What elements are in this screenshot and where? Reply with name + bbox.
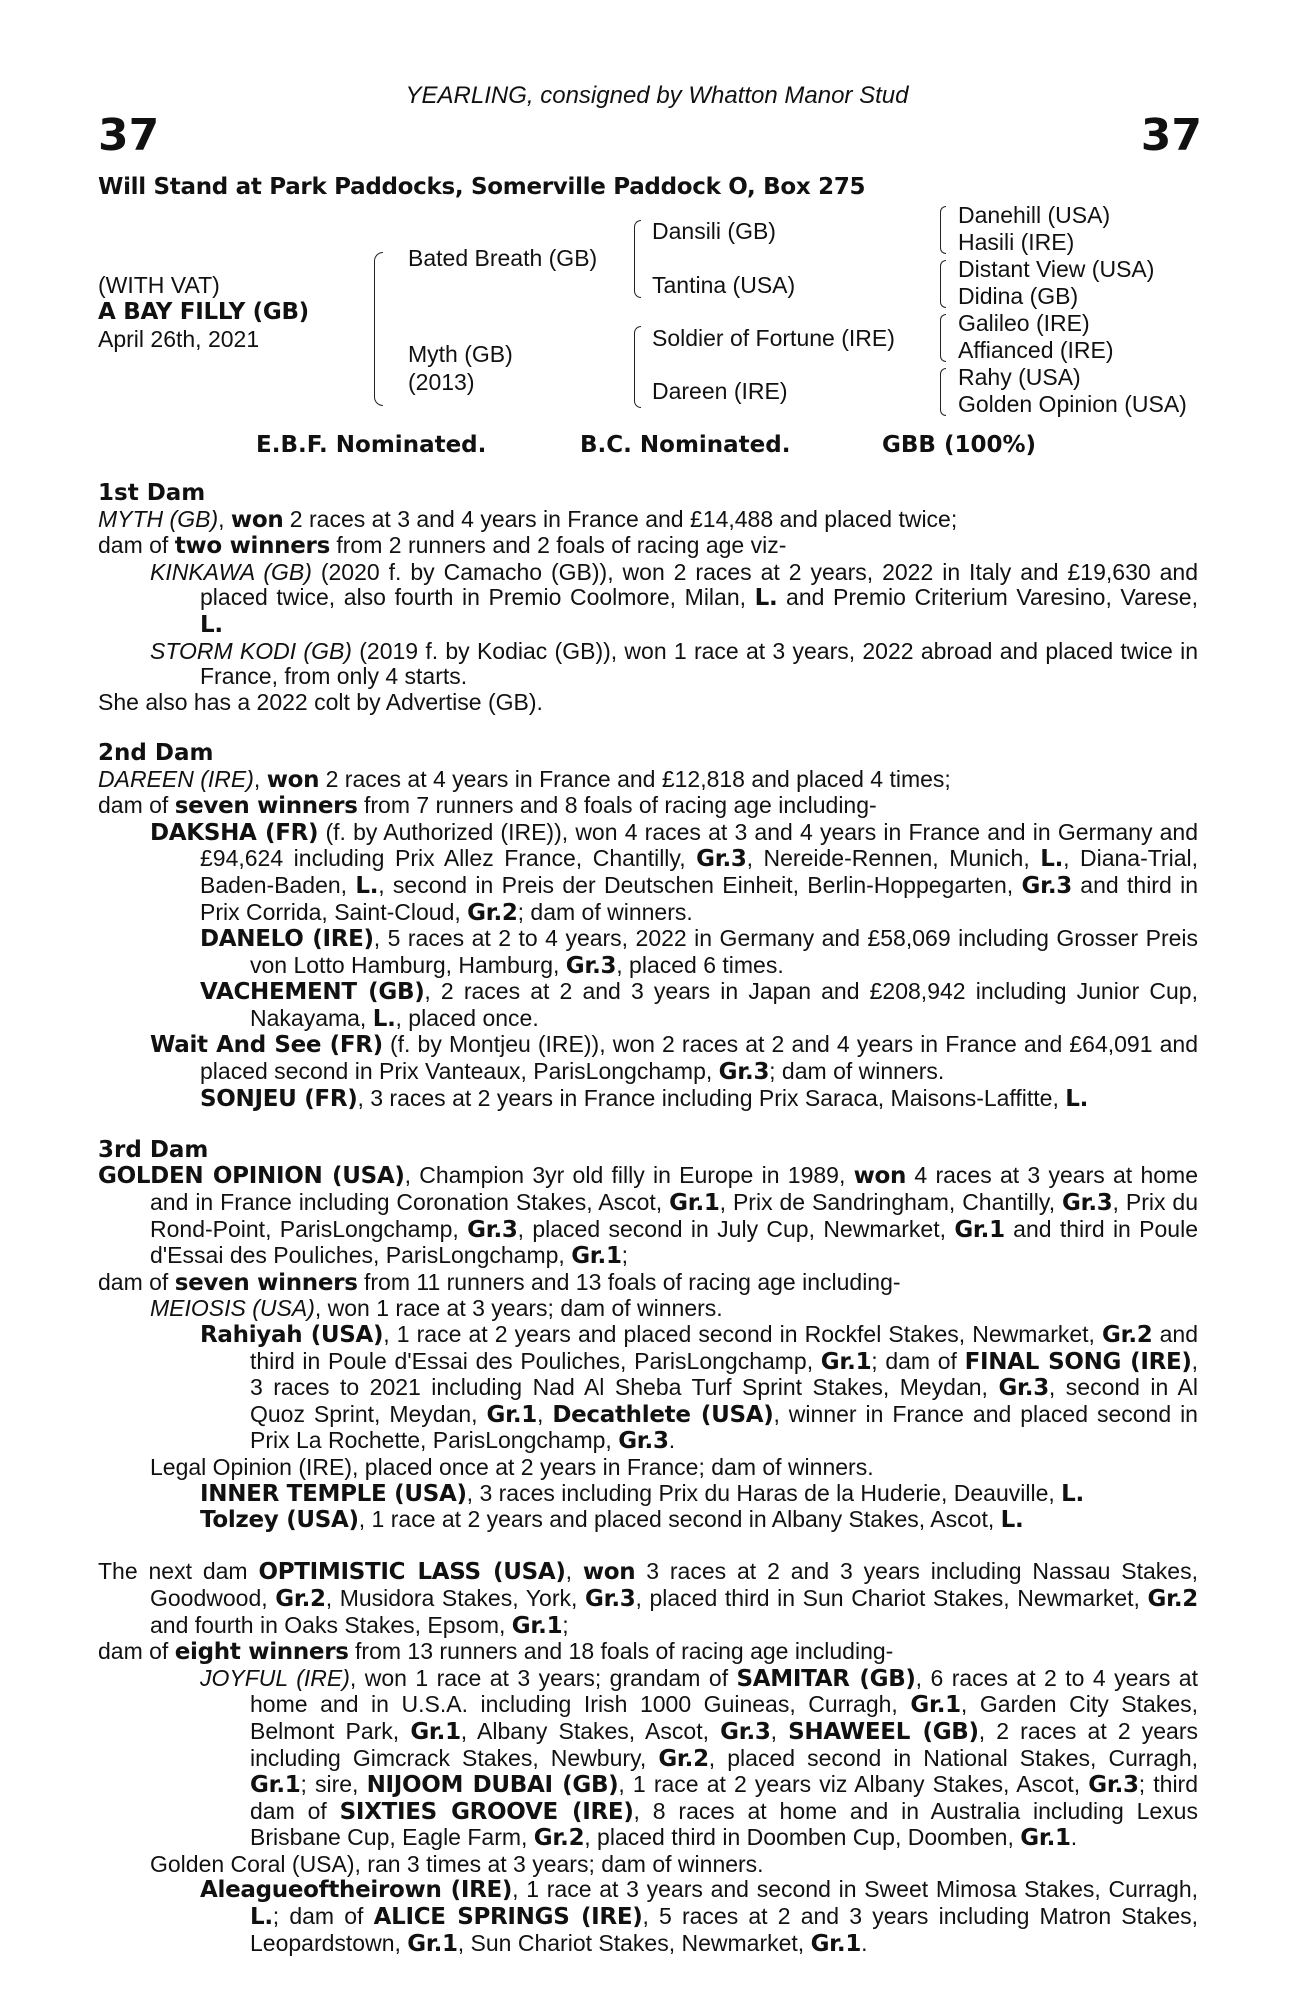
produce-tolzey: Tolzey (USA), 1 race at 2 years and placed second in Albany Stakes, Ascot, L.: [200, 1506, 1024, 1534]
ebf-nomination: E.B.F. Nominated.: [256, 432, 487, 458]
next-dam-produce-summary: dam of eight winners from 13 runners and 18 foals of racing age including-: [98, 1638, 894, 1666]
produce-legal-opinion: Legal Opinion (IRE), placed once at 2 years in France; dam of winners.: [150, 1453, 874, 1480]
produce-aleagueoftheirown: Aleagueoftheirown (IRE), 1 race at 3 years and second in Sweet Mimosa Stakes, Curragh, L.; dam of ALICE SPRINGS (IRE), 5 races at 2 and 3 years including Matron Stakes, Leopardstown, Gr.1, Sun Chariot Stakes, Newmarket, Gr.1.: [200, 1876, 1199, 1957]
dam-sire: Soldier of Fortune (IRE): [652, 325, 895, 351]
pedigree-bracket-g3-1: [940, 206, 946, 254]
lot-number-left: 37: [98, 110, 160, 161]
first-dam-also: She also has a 2022 colt by Advertise (GB).: [98, 688, 543, 715]
produce-rahiyah: Rahiyah (USA), 1 race at 2 years and placed second in Rockfel Stakes, Newmarket, Gr.2 and third in Poule d'Essai des Pouliches, ParisLongchamp, Gr.1; dam of FINAL SONG (IRE), 3 races to 2021 including Nad Al Sheba Turf Sprint Stakes, Meydan, Gr.3, second in Al Quoz Sprint, Meydan, Gr.1, Decathlete (USA), winner in France and placed second in Prix La Rochette, ParisLongchamp, Gr.3.: [200, 1321, 1199, 1455]
gen3-4: Didina (GB): [958, 283, 1079, 309]
dam-name: Myth (GB): [408, 341, 513, 367]
gen3-6: Affianced (IRE): [958, 337, 1114, 363]
produce-meiosis: MEIOSIS (USA), won 1 race at 3 years; dam of winners.: [150, 1295, 723, 1322]
gen3-2: Hasili (IRE): [958, 229, 1075, 255]
gen3-8: Golden Opinion (USA): [958, 391, 1187, 417]
dam-dam: Dareen (IRE): [652, 378, 788, 404]
sire-name: Bated Breath (GB): [408, 245, 598, 271]
vat-note: (WITH VAT): [98, 272, 220, 298]
pedigree-bracket-g3-4: [940, 368, 946, 416]
pedigree-bracket-g3-3: [940, 314, 946, 362]
third-dam-produce-summary: dam of seven winners from 11 runners and 13 foals of racing age including-: [98, 1268, 901, 1296]
pedigree-bracket-sire: [634, 220, 641, 298]
next-dam-record: The next dam OPTIMISTIC LASS (USA), won 3 races at 2 and 3 years including Nassau Stakes, Goodwood, Gr.2, Musidora Stakes, York, Gr.3, placed third in Sun Chariot Stakes, Newmarket, Gr.2 and fourth in Oaks Stakes, Epsom, Gr.1;: [98, 1558, 1199, 1639]
gen3-5: Galileo (IRE): [958, 310, 1090, 336]
foaling-date: April 26th, 2021: [98, 326, 260, 352]
lot-number-right: 37: [1140, 110, 1202, 161]
first-dam-title: 1st Dam: [98, 480, 206, 506]
pedigree-bracket-dam: [634, 326, 641, 408]
gen3-1: Danehill (USA): [958, 202, 1111, 228]
sire-dam: Tantina (USA): [652, 272, 796, 298]
second-dam-produce-summary: dam of seven winners from 7 runners and 8 foals of racing age including-: [98, 792, 877, 820]
produce-storm-kodi: STORM KODI (GB) (2019 f. by Kodiac (GB)), won 1 race at 3 years, 2022 abroad and placed twice in France, from only 4 starts.: [150, 637, 1198, 690]
produce-vachement: VACHEMENT (GB), 2 races at 2 and 3 years in Japan and £208,942 including Junior Cup, Nakayama, L., placed once.: [200, 978, 1198, 1032]
dam-year: (2013): [408, 369, 475, 395]
pedigree-bracket-g3-2: [940, 260, 946, 308]
gen3-7: Rahy (USA): [958, 364, 1081, 390]
first-dam-record: MYTH (GB), won 2 races at 3 and 4 years in France and £14,488 and placed twice;: [98, 505, 958, 533]
gen3-3: Distant View (USA): [958, 256, 1155, 282]
third-dam-title: 3rd Dam: [98, 1136, 209, 1163]
produce-wait-and-see: Wait And See (FR) (f. by Montjeu (IRE)), won 2 races at 2 and 4 years in France and £64,091 and placed second in Prix Vanteaux, ParisLongchamp, Gr.3; dam of winners.: [150, 1031, 1199, 1086]
second-dam-title: 2nd Dam: [98, 739, 214, 766]
produce-kinkawa: KINKAWA (GB) (2020 f. by Camacho (GB)), won 2 races at 2 years, 2022 in Italy and £19,630 and placed twice, also fourth in Premio Coolmore, Milan, L. and Premio Criterium Varesino, Varese, L.: [150, 558, 1198, 638]
pedigree-bracket-main: [374, 252, 383, 406]
horse-name: A BAY FILLY (GB): [98, 299, 309, 325]
produce-joyful: JOYFUL (IRE), won 1 race at 3 years; grandam of SAMITAR (GB), 6 races at 2 to 4 years at home and in U.S.A. including Irish 1000 Guineas, Curragh, Gr.1, Garden City Stakes, Belmont Park, Gr.1, Albany Stakes, Ascot, Gr.3, SHAWEEL (GB), 2 races at 2 years including Gimcrack Stakes, Newbury, Gr.2, placed second in National Stakes, Curragh, Gr.1; sire, NIJOOM DUBAI (GB), 1 race at 2 years viz Albany Stakes, Ascot, Gr.3; third dam of SIXTIES GROOVE (IRE), 8 races at home and in Australia including Lexus Brisbane Cup, Eagle Farm, Gr.2, placed third in Doomben Cup, Doomben, Gr.1.: [200, 1664, 1199, 1852]
second-dam-record: DAREEN (IRE), won 2 races at 4 years in France and £12,818 and placed 4 times;: [98, 765, 951, 793]
catalogue-body: [98, 481, 1198, 1957]
gbb-rating: GBB (100%): [882, 432, 1037, 458]
first-dam-produce-summary: dam of two winners from 2 runners and 2 foals of racing age viz-: [98, 532, 787, 560]
produce-daksha: DAKSHA (FR) (f. by Authorized (IRE)), won 4 races at 3 and 4 years in France and in Germany and £94,624 including Prix Allez France, Chantilly, Gr.3, Nereide-Rennen, Munich, L., Diana-Trial, Baden-Baden, L., second in Preis der Deutschen Einheit, Berlin-Hoppegarten, Gr.3 and third in Prix Corrida, Saint-Cloud, Gr.2; dam of winners.: [150, 818, 1198, 926]
stand-location: Will Stand at Park Paddocks, Somerville Paddock O, Box 275: [98, 174, 866, 200]
bc-nomination: B.C. Nominated.: [580, 432, 791, 458]
produce-sonjeu: SONJEU (FR), 3 races at 2 years in France including Prix Saraca, Maisons-Laffitte, L.: [200, 1084, 1089, 1112]
sire-sire: Dansili (GB): [652, 218, 776, 244]
produce-inner-temple: INNER TEMPLE (USA), 3 races including Prix du Haras de la Huderie, Deauville, L.: [200, 1479, 1084, 1507]
consignment-line: YEARLING, consigned by Whatton Manor Stud: [405, 82, 909, 109]
third-dam-record: GOLDEN OPINION (USA), Champion 3yr old filly in Europe in 1989, won 4 races at 3 years at home and in France including Coronation Stakes, Ascot, Gr.1, Prix de Sandringham, Chantilly, Gr.3, Prix du Rond-Point, ParisLongchamp, Gr.3, placed second in July Cup, Newmarket, Gr.1 and third in Poule d'Essai des Pouliches, ParisLongchamp, Gr.1;: [98, 1162, 1198, 1270]
produce-danelo: DANELO (IRE), 5 races at 2 to 4 years, 2022 in Germany and £58,069 including Grosser Preis von Lotto Hamburg, Hamburg, Gr.3, placed 6 times.: [200, 925, 1199, 979]
produce-golden-coral: Golden Coral (USA), ran 3 times at 3 years; dam of winners.: [150, 1850, 764, 1877]
